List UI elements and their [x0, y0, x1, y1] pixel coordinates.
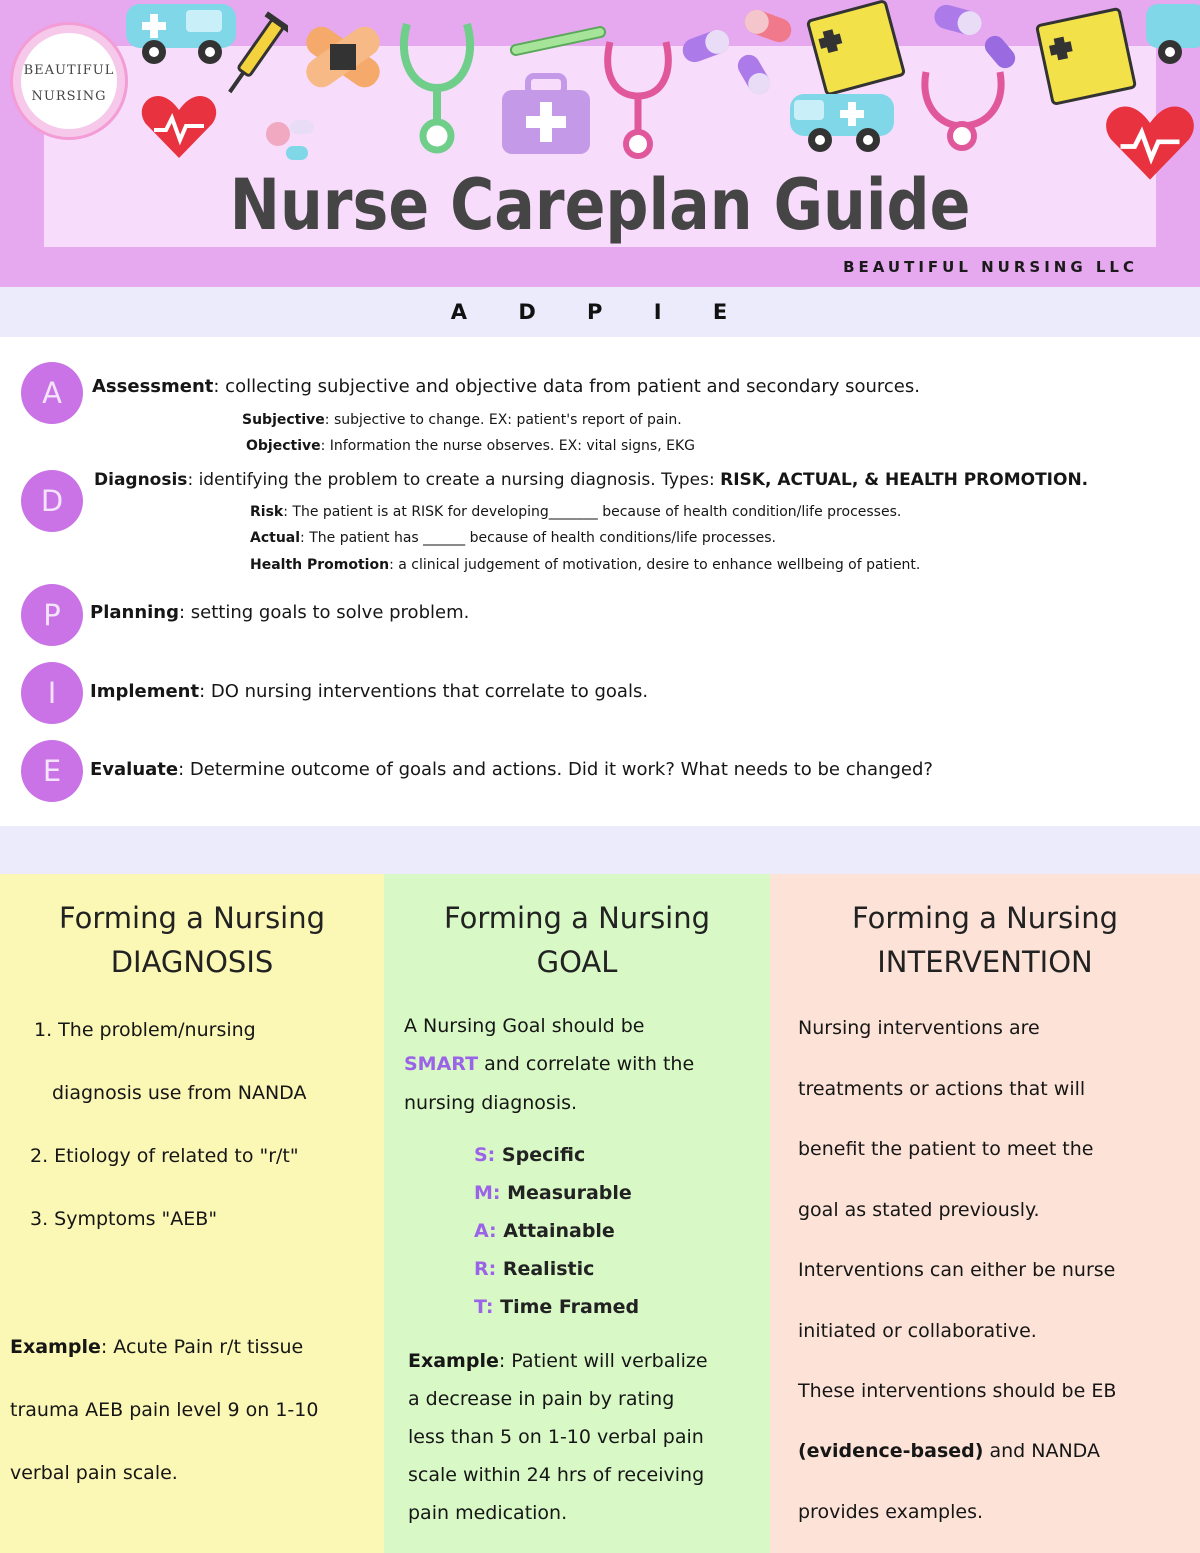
example-line: trauma AEB pain level 9 on 1-10 — [10, 1399, 319, 1421]
step-text: : Determine outcome of goals and actions. Did it work? What needs to be changed? — [178, 759, 933, 780]
adpie-steps — [0, 337, 1200, 826]
step-text: : The patient is at RISK for developing_______ because of health condition/life processes. — [283, 504, 902, 520]
term: Objective — [246, 438, 321, 454]
logo-text-line1: BEAUTIFUL — [23, 63, 115, 78]
step-text: : collecting subjective and objective data from patient and secondary sources. — [213, 376, 920, 397]
example-label: Example — [10, 1336, 101, 1358]
smart-label: Time Framed — [493, 1296, 640, 1318]
step-planning — [90, 602, 469, 623]
step-text: : a clinical judgement of motivation, desire to enhance wellbeing of patient. — [389, 557, 921, 573]
diagnosis-actual — [250, 530, 776, 546]
goal-column — [384, 874, 770, 1553]
goal-intro-line — [404, 1053, 694, 1075]
intervention-line: treatments or actions that will — [798, 1078, 1086, 1100]
logo — [10, 22, 128, 140]
title-line1: Forming a Nursing — [851, 901, 1119, 935]
intervention-column — [770, 874, 1200, 1553]
step-text: : subjective to change. EX: patient's report of pain. — [324, 412, 682, 428]
term: Actual — [250, 530, 301, 546]
step-badge-i: I — [21, 662, 83, 724]
diagnosis-health-promotion — [250, 557, 920, 573]
example-line: scale within 24 hrs of receiving — [408, 1464, 705, 1486]
smart-label: SMART — [404, 1053, 479, 1075]
pill-icon — [676, 26, 736, 66]
intervention-line: benefit the patient to meet the — [798, 1138, 1094, 1160]
pill-icon — [738, 6, 798, 46]
example-label: Example — [408, 1350, 499, 1372]
smart-key: A: — [474, 1220, 497, 1242]
stethoscope-icon — [392, 18, 482, 158]
heart-icon — [140, 92, 218, 162]
diagnosis-column — [0, 874, 384, 1553]
title-line2: GOAL — [536, 945, 618, 979]
step-evaluate — [90, 759, 933, 780]
term: Diagnosis — [94, 470, 188, 490]
heart-icon — [1104, 100, 1196, 186]
notepad-icon — [1028, 6, 1148, 106]
example-line — [408, 1350, 708, 1372]
step-assessment — [92, 376, 920, 397]
assessment-subjective — [242, 412, 682, 428]
stethoscope-pink-icon — [916, 66, 1016, 156]
logo-text-line2: NURSING — [31, 89, 107, 104]
list-item: 1. The problem/nursing — [34, 1019, 256, 1041]
column-title — [384, 896, 770, 984]
title-line2: DIAGNOSIS — [110, 945, 274, 979]
example-text: : Patient will verbalize — [498, 1350, 708, 1372]
column-title — [0, 896, 384, 984]
intervention-line: Nursing interventions are — [798, 1017, 1040, 1039]
step-text: : setting goals to solve problem. — [179, 602, 470, 623]
term: Assessment — [92, 376, 214, 397]
step-badge-d: D — [21, 470, 83, 532]
example-line: less than 5 on 1-10 verbal pain — [408, 1426, 704, 1448]
intervention-line: goal as stated previously. — [798, 1199, 1040, 1221]
term: Health Promotion — [250, 557, 390, 573]
syringe-icon — [222, 6, 288, 106]
goal-intro-line: nursing diagnosis. — [404, 1092, 578, 1114]
evidence-based-label: (evidence-based) — [798, 1440, 984, 1462]
smart-item-time-framed — [474, 1296, 639, 1318]
diagnosis-types: RISK, ACTUAL, & HEALTH PROMOTION. — [720, 470, 1089, 490]
title-line1: Forming a Nursing — [58, 901, 326, 935]
term: Risk — [250, 504, 284, 520]
example-text: : Acute Pain r/t tissue — [100, 1336, 304, 1358]
example-line — [10, 1336, 303, 1358]
term: Implement — [90, 681, 200, 702]
step-text: : identifying the problem to create a nursing diagnosis. Types: — [187, 470, 721, 490]
diagnosis-risk — [250, 504, 901, 520]
header-banner — [0, 0, 1200, 287]
goal-intro-line: A Nursing Goal should be — [404, 1015, 645, 1037]
pills-icon — [256, 112, 322, 172]
list-item: 2. Etiology of related to "r/t" — [30, 1145, 299, 1167]
notepad-icon — [800, 0, 910, 96]
term: Subjective — [242, 412, 325, 428]
first-aid-kit-icon — [498, 72, 594, 158]
smart-item-specific — [474, 1144, 585, 1166]
step-badge-p: P — [21, 584, 83, 646]
example-line: verbal pain scale. — [10, 1462, 178, 1484]
step-text: : Information the nurse observes. EX: vital signs, EKG — [320, 438, 695, 454]
intervention-text: and NANDA — [983, 1440, 1100, 1462]
ambulance-icon — [786, 90, 898, 156]
intervention-line — [798, 1440, 1100, 1462]
smart-key: R: — [474, 1258, 497, 1280]
list-item-continued: diagnosis use from NANDA — [52, 1082, 307, 1104]
smart-item-attainable — [474, 1220, 615, 1242]
intervention-line: Interventions can either be nurse — [798, 1259, 1116, 1281]
page-title: Nurse Careplan Guide — [229, 164, 971, 246]
step-badge-e: E — [21, 740, 83, 802]
title-line2: INTERVENTION — [877, 945, 1093, 979]
assessment-objective — [246, 438, 695, 454]
smart-label: Measurable — [500, 1182, 632, 1204]
goal-intro-text: and correlate with the — [478, 1053, 695, 1075]
smart-key: M: — [474, 1182, 501, 1204]
adpie-band: A D P I E — [0, 287, 1200, 337]
example-line: a decrease in pain by rating — [408, 1388, 675, 1410]
thermometer-icon — [506, 24, 610, 58]
step-implement — [90, 681, 648, 702]
smart-item-measurable — [474, 1182, 632, 1204]
intervention-line: These interventions should be EB — [798, 1380, 1117, 1402]
smart-item-realistic — [474, 1258, 594, 1280]
smart-label: Attainable — [496, 1220, 615, 1242]
stethoscope-pink-icon — [598, 36, 678, 166]
smart-key: T: — [474, 1296, 494, 1318]
logo-badge — [21, 33, 117, 129]
smart-label: Realistic — [496, 1258, 595, 1280]
step-badge-a: A — [21, 362, 83, 424]
smart-key: S: — [474, 1144, 496, 1166]
pill-icon — [728, 50, 778, 100]
step-text: : The patient has ______ because of health conditions/life processes. — [300, 530, 777, 546]
intervention-line: initiated or collaborative. — [798, 1320, 1037, 1342]
smart-label: Specific — [495, 1144, 586, 1166]
term: Evaluate — [90, 759, 179, 780]
step-text: : DO nursing interventions that correlate to goals. — [199, 681, 649, 702]
step-diagnosis — [94, 470, 1088, 490]
bandage-icon — [296, 14, 390, 100]
section-divider — [0, 826, 1200, 874]
ambulance-icon — [1140, 0, 1200, 68]
column-title — [770, 896, 1200, 984]
list-item: 3. Symptoms "AEB" — [30, 1208, 218, 1230]
term: Planning — [90, 602, 180, 623]
title-line1: Forming a Nursing — [443, 901, 711, 935]
example-line: pain medication. — [408, 1502, 568, 1524]
company-name: BEAUTIFUL NURSING LLC — [843, 258, 1138, 276]
intervention-line: provides examples. — [798, 1501, 984, 1523]
